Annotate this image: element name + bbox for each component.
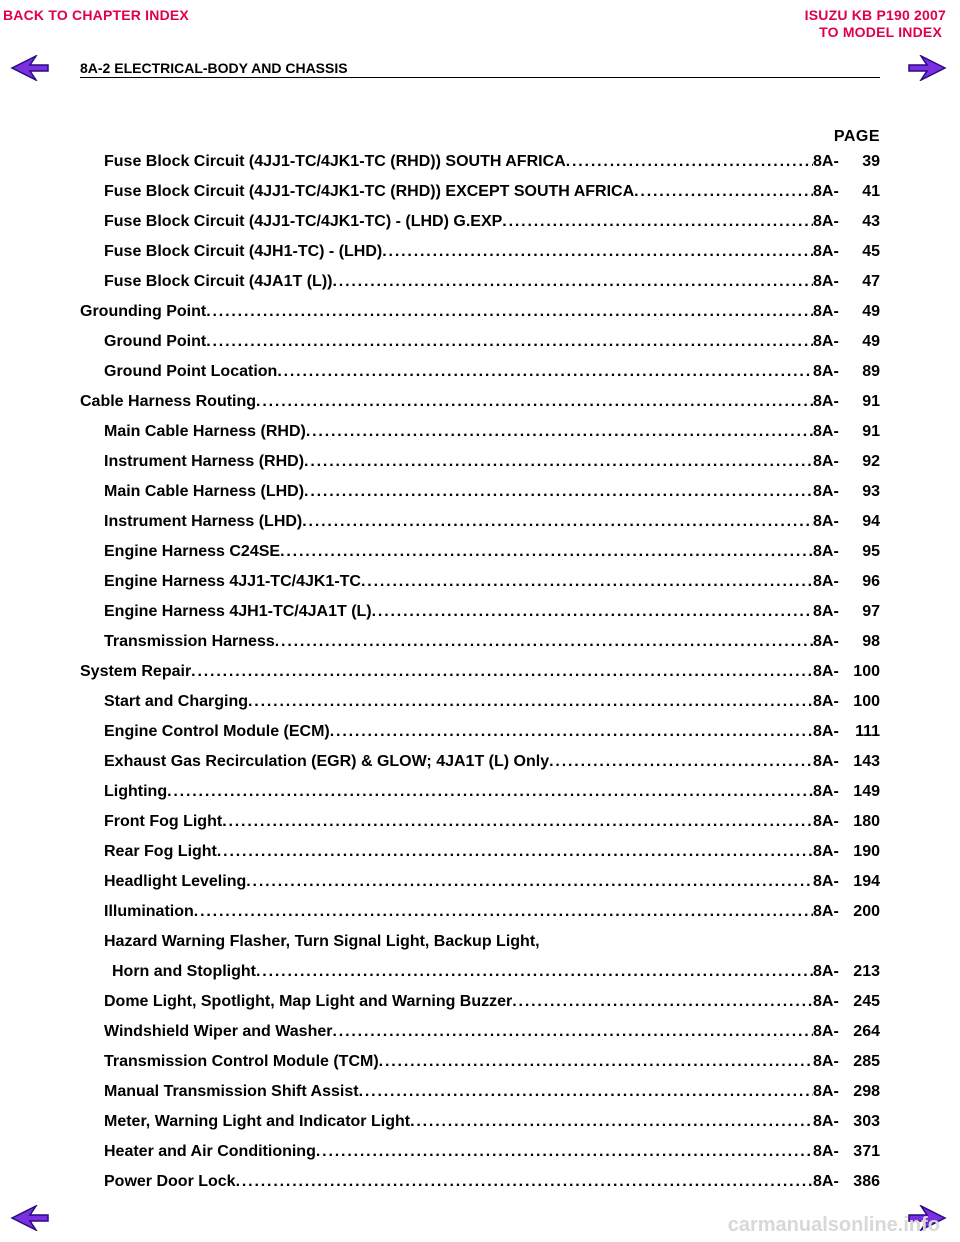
- toc-page-prefix: 8A-: [813, 543, 839, 560]
- toc-page-number: 100: [853, 663, 880, 680]
- previous-page-arrow-icon-bottom[interactable]: [10, 1205, 50, 1231]
- toc-page-number: 285: [853, 1053, 880, 1070]
- dot-leader: [256, 963, 813, 981]
- toc-page-prefix: 8A-: [813, 723, 839, 740]
- dot-leader: [280, 543, 813, 561]
- toc-page-prefix: 8A-: [813, 633, 839, 650]
- toc-entry[interactable]: [0, 483, 960, 507]
- toc-entry-title: Engine Harness 4JH1-TC/4JA1T (L): [104, 603, 372, 620]
- toc-entry-title: Power Door Lock: [104, 1173, 236, 1190]
- toc-page-number: 95: [862, 543, 880, 560]
- toc-page-prefix: 8A-: [813, 843, 839, 860]
- toc-entry[interactable]: [0, 843, 960, 867]
- page-column-heading: PAGE: [833, 128, 880, 145]
- toc-entry[interactable]: [0, 453, 960, 477]
- toc-entry-title: Illumination: [104, 903, 194, 920]
- toc-entry-title: Engine Harness 4JJ1-TC/4JK1-TC: [104, 573, 361, 590]
- toc-page-prefix: 8A-: [813, 363, 839, 380]
- toc-page-number: 89: [862, 363, 880, 380]
- toc-page-prefix: 8A-: [813, 1113, 839, 1130]
- dot-leader: [306, 423, 813, 441]
- toc-entry[interactable]: [0, 1083, 960, 1107]
- toc-page-prefix: 8A-: [813, 783, 839, 800]
- toc-page-number: 93: [862, 483, 880, 500]
- toc-page-prefix: 8A-: [813, 753, 839, 770]
- toc-page-prefix: 8A-: [813, 243, 839, 260]
- toc-entry-title: Rear Fog Light: [104, 843, 217, 860]
- toc-entry-title: Meter, Warning Light and Indicator Light: [104, 1113, 411, 1130]
- dot-leader: [191, 663, 813, 681]
- toc-page-number: 180: [853, 813, 880, 830]
- toc-page-number: 303: [853, 1113, 880, 1130]
- dot-leader: [256, 393, 813, 411]
- toc-page-prefix: 8A-: [813, 693, 839, 710]
- toc-page-number: 43: [862, 213, 880, 230]
- dot-leader: [634, 183, 813, 201]
- toc-entry[interactable]: [0, 243, 960, 267]
- toc-page-number: 91: [862, 423, 880, 440]
- toc-page-number: 149: [853, 783, 880, 800]
- toc-entry[interactable]: [0, 363, 960, 387]
- toc-entry[interactable]: [0, 903, 960, 927]
- toc-entry-title: Ground Point Location: [104, 363, 278, 380]
- next-page-arrow-icon[interactable]: [907, 55, 947, 81]
- toc-page-prefix: 8A-: [813, 303, 839, 320]
- toc-page-prefix: 8A-: [813, 903, 839, 920]
- toc-entry[interactable]: [0, 513, 960, 537]
- dot-leader: [304, 483, 813, 501]
- toc-entry[interactable]: [0, 693, 960, 717]
- toc-page-number: 264: [853, 1023, 880, 1040]
- toc-page-number: 97: [862, 603, 880, 620]
- toc-entry-title: System Repair: [80, 663, 192, 680]
- toc-entry-title: Transmission Control Module (TCM): [104, 1053, 379, 1070]
- toc-entry[interactable]: [0, 873, 960, 897]
- toc-entry-title: Engine Control Module (ECM): [104, 723, 330, 740]
- toc-entry-title: Manual Transmission Shift Assist: [104, 1083, 359, 1100]
- dot-leader: [372, 603, 813, 621]
- toc-page-prefix: 8A-: [813, 1083, 839, 1100]
- header-divider: [80, 77, 880, 78]
- toc-page-number: 92: [862, 453, 880, 470]
- toc-entry[interactable]: [0, 603, 960, 627]
- toc-entry-title: Fuse Block Circuit (4JH1-TC) - (LHD): [104, 243, 383, 260]
- toc-page-prefix: 8A-: [813, 273, 839, 290]
- toc-page-number: 371: [853, 1143, 880, 1160]
- toc-entry-title: Fuse Block Circuit (4JJ1-TC/4JK1-TC (RHD)) EXCEPT SOUTH AFRICA: [104, 183, 635, 200]
- toc-page-prefix: 8A-: [813, 333, 839, 350]
- toc-entry[interactable]: [0, 1173, 960, 1197]
- dot-leader: [194, 903, 813, 921]
- toc-page-prefix: 8A-: [813, 183, 839, 200]
- toc-page-number: 94: [862, 513, 880, 530]
- dot-leader: [316, 1143, 813, 1161]
- toc-page-number: 45: [862, 243, 880, 260]
- dot-leader: [332, 1023, 813, 1041]
- dot-leader: [246, 873, 813, 891]
- toc-page-number: 200: [853, 903, 880, 920]
- toc-entry-title: Fuse Block Circuit (4JJ1-TC/4JK1-TC) - (LHD) G.EXP: [104, 213, 503, 230]
- toc-entry-title: Transmission Harness: [104, 633, 275, 650]
- section-header: 8A-2 ELECTRICAL-BODY AND CHASSIS: [80, 60, 348, 76]
- toc-page-number: 49: [862, 333, 880, 350]
- toc-entry-title: Front Fog Light: [104, 813, 223, 830]
- dot-leader: [304, 453, 813, 471]
- toc-entry[interactable]: [0, 783, 960, 807]
- toc-page-number: 111: [855, 723, 880, 740]
- toc-page-number: 143: [853, 753, 880, 770]
- dot-leader: [502, 213, 813, 231]
- toc-entry-title: Dome Light, Spotlight, Map Light and Warning Buzzer: [104, 993, 513, 1010]
- toc-page-prefix: 8A-: [813, 393, 839, 410]
- toc-entry[interactable]: [0, 543, 960, 567]
- dot-leader: [217, 843, 813, 861]
- dot-leader: [361, 573, 813, 591]
- toc-entry[interactable]: [0, 393, 960, 417]
- toc-page-number: 96: [862, 573, 880, 590]
- toc-page-prefix: 8A-: [813, 873, 839, 890]
- toc-entry-title: Instrument Harness (LHD): [104, 513, 303, 530]
- toc-entry[interactable]: [0, 183, 960, 207]
- dot-leader: [236, 1173, 813, 1191]
- toc-page-prefix: 8A-: [813, 993, 839, 1010]
- dot-leader: [359, 1083, 813, 1101]
- toc-entry[interactable]: [0, 1113, 960, 1137]
- toc-page-number: 194: [853, 873, 880, 890]
- toc-entry[interactable]: [0, 1053, 960, 1077]
- toc-entry-title: Grounding Point: [80, 303, 207, 320]
- toc-page-prefix: 8A-: [813, 483, 839, 500]
- toc-page-number: 91: [862, 393, 880, 410]
- dot-leader: [549, 753, 813, 771]
- dot-leader: [379, 1053, 813, 1071]
- toc-entry-title: Lighting: [104, 783, 168, 800]
- watermark: carmanualsonline.info: [727, 1214, 940, 1236]
- toc-page-number: 41: [862, 183, 880, 200]
- toc-page-prefix: 8A-: [813, 813, 839, 830]
- toc-entry[interactable]: [0, 333, 960, 357]
- toc-entry-title: Main Cable Harness (LHD): [104, 483, 305, 500]
- toc-page-number: 47: [862, 273, 880, 290]
- toc-entry[interactable]: [0, 813, 960, 837]
- toc-entry[interactable]: [0, 573, 960, 597]
- toc-page-prefix: 8A-: [813, 603, 839, 620]
- toc-entry[interactable]: [0, 633, 960, 657]
- toc-entry-title: Main Cable Harness (RHD): [104, 423, 306, 440]
- toc-page-number: 190: [853, 843, 880, 860]
- toc-page-prefix: 8A-: [813, 963, 839, 980]
- toc-page-prefix: 8A-: [813, 213, 839, 230]
- toc-entry-title: Exhaust Gas Recirculation (EGR) & GLOW; 4JA1T (L) Only: [104, 753, 550, 770]
- dot-leader: [248, 693, 813, 711]
- toc-page-number: 100: [853, 693, 880, 710]
- toc-entry[interactable]: [0, 153, 960, 177]
- dot-leader: [566, 153, 813, 171]
- toc-entry-title: Cable Harness Routing: [80, 393, 257, 410]
- toc-entry-title: Hazard Warning Flasher, Turn Signal Light, Backup Light,: [104, 933, 540, 950]
- toc-page-prefix: 8A-: [813, 1053, 839, 1070]
- toc-page-number: 98: [862, 633, 880, 650]
- toc-entry[interactable]: [0, 303, 960, 327]
- back-to-chapter-index-link[interactable]: BACK TO CHAPTER INDEX: [3, 7, 189, 23]
- dot-leader: [275, 633, 813, 651]
- dot-leader: [167, 783, 813, 801]
- toc-entry[interactable]: [0, 663, 960, 687]
- toc-page-prefix: 8A-: [813, 513, 839, 530]
- previous-page-arrow-icon[interactable]: [10, 55, 50, 81]
- toc-page-prefix: 8A-: [813, 663, 839, 680]
- toc-entry[interactable]: [0, 1023, 960, 1047]
- dot-leader: [512, 993, 813, 1011]
- dot-leader: [222, 813, 813, 831]
- toc-entry[interactable]: [0, 1143, 960, 1167]
- toc-entry[interactable]: [0, 993, 960, 1017]
- toc-entry[interactable]: [0, 723, 960, 747]
- toc-entry-title: Fuse Block Circuit (4JJ1-TC/4JK1-TC (RHD)) SOUTH AFRICA: [104, 153, 566, 170]
- toc-page-number: 386: [853, 1173, 880, 1190]
- dot-leader: [206, 333, 813, 351]
- toc-page-prefix: 8A-: [813, 453, 839, 470]
- toc-entry-title: Fuse Block Circuit (4JA1T (L)): [104, 273, 333, 290]
- toc-entry[interactable]: [0, 753, 960, 777]
- dot-leader: [302, 513, 813, 531]
- toc-entry-title: Engine Harness C24SE: [104, 543, 281, 560]
- toc-page-prefix: 8A-: [813, 153, 839, 170]
- toc-page-number: 39: [862, 153, 880, 170]
- toc-page-prefix: 8A-: [813, 573, 839, 590]
- toc-page-number: 245: [853, 993, 880, 1010]
- toc-entry-title: Heater and Air Conditioning: [104, 1143, 316, 1160]
- dot-leader: [206, 303, 813, 321]
- toc-entry[interactable]: [0, 963, 960, 987]
- dot-leader: [277, 363, 813, 381]
- toc-entry[interactable]: [0, 273, 960, 297]
- toc-entry[interactable]: [0, 423, 960, 447]
- toc-page-prefix: 8A-: [813, 1173, 839, 1190]
- toc-entry-title: Start and Charging: [104, 693, 249, 710]
- toc-page-number: 298: [853, 1083, 880, 1100]
- toc-entry-title: Horn and Stoplight: [112, 963, 256, 980]
- toc-page-prefix: 8A-: [813, 1023, 839, 1040]
- toc-entry-title: Windshield Wiper and Washer: [104, 1023, 333, 1040]
- toc-page-number: 49: [862, 303, 880, 320]
- dot-leader: [382, 243, 813, 261]
- toc-entry-title: Headlight Leveling: [104, 873, 247, 890]
- toc-page-prefix: 8A-: [813, 423, 839, 440]
- dot-leader: [330, 723, 813, 741]
- toc-page-number: 213: [853, 963, 880, 980]
- toc-entry-title: Ground Point: [104, 333, 207, 350]
- model-title-link[interactable]: ISUZU KB P190 2007: [804, 7, 946, 23]
- to-model-index-link[interactable]: TO MODEL INDEX: [819, 24, 942, 40]
- toc-entry-title: Instrument Harness (RHD): [104, 453, 305, 470]
- dot-leader: [332, 273, 813, 291]
- toc-page-prefix: 8A-: [813, 1143, 839, 1160]
- toc-entry[interactable]: [0, 213, 960, 237]
- dot-leader: [410, 1113, 813, 1131]
